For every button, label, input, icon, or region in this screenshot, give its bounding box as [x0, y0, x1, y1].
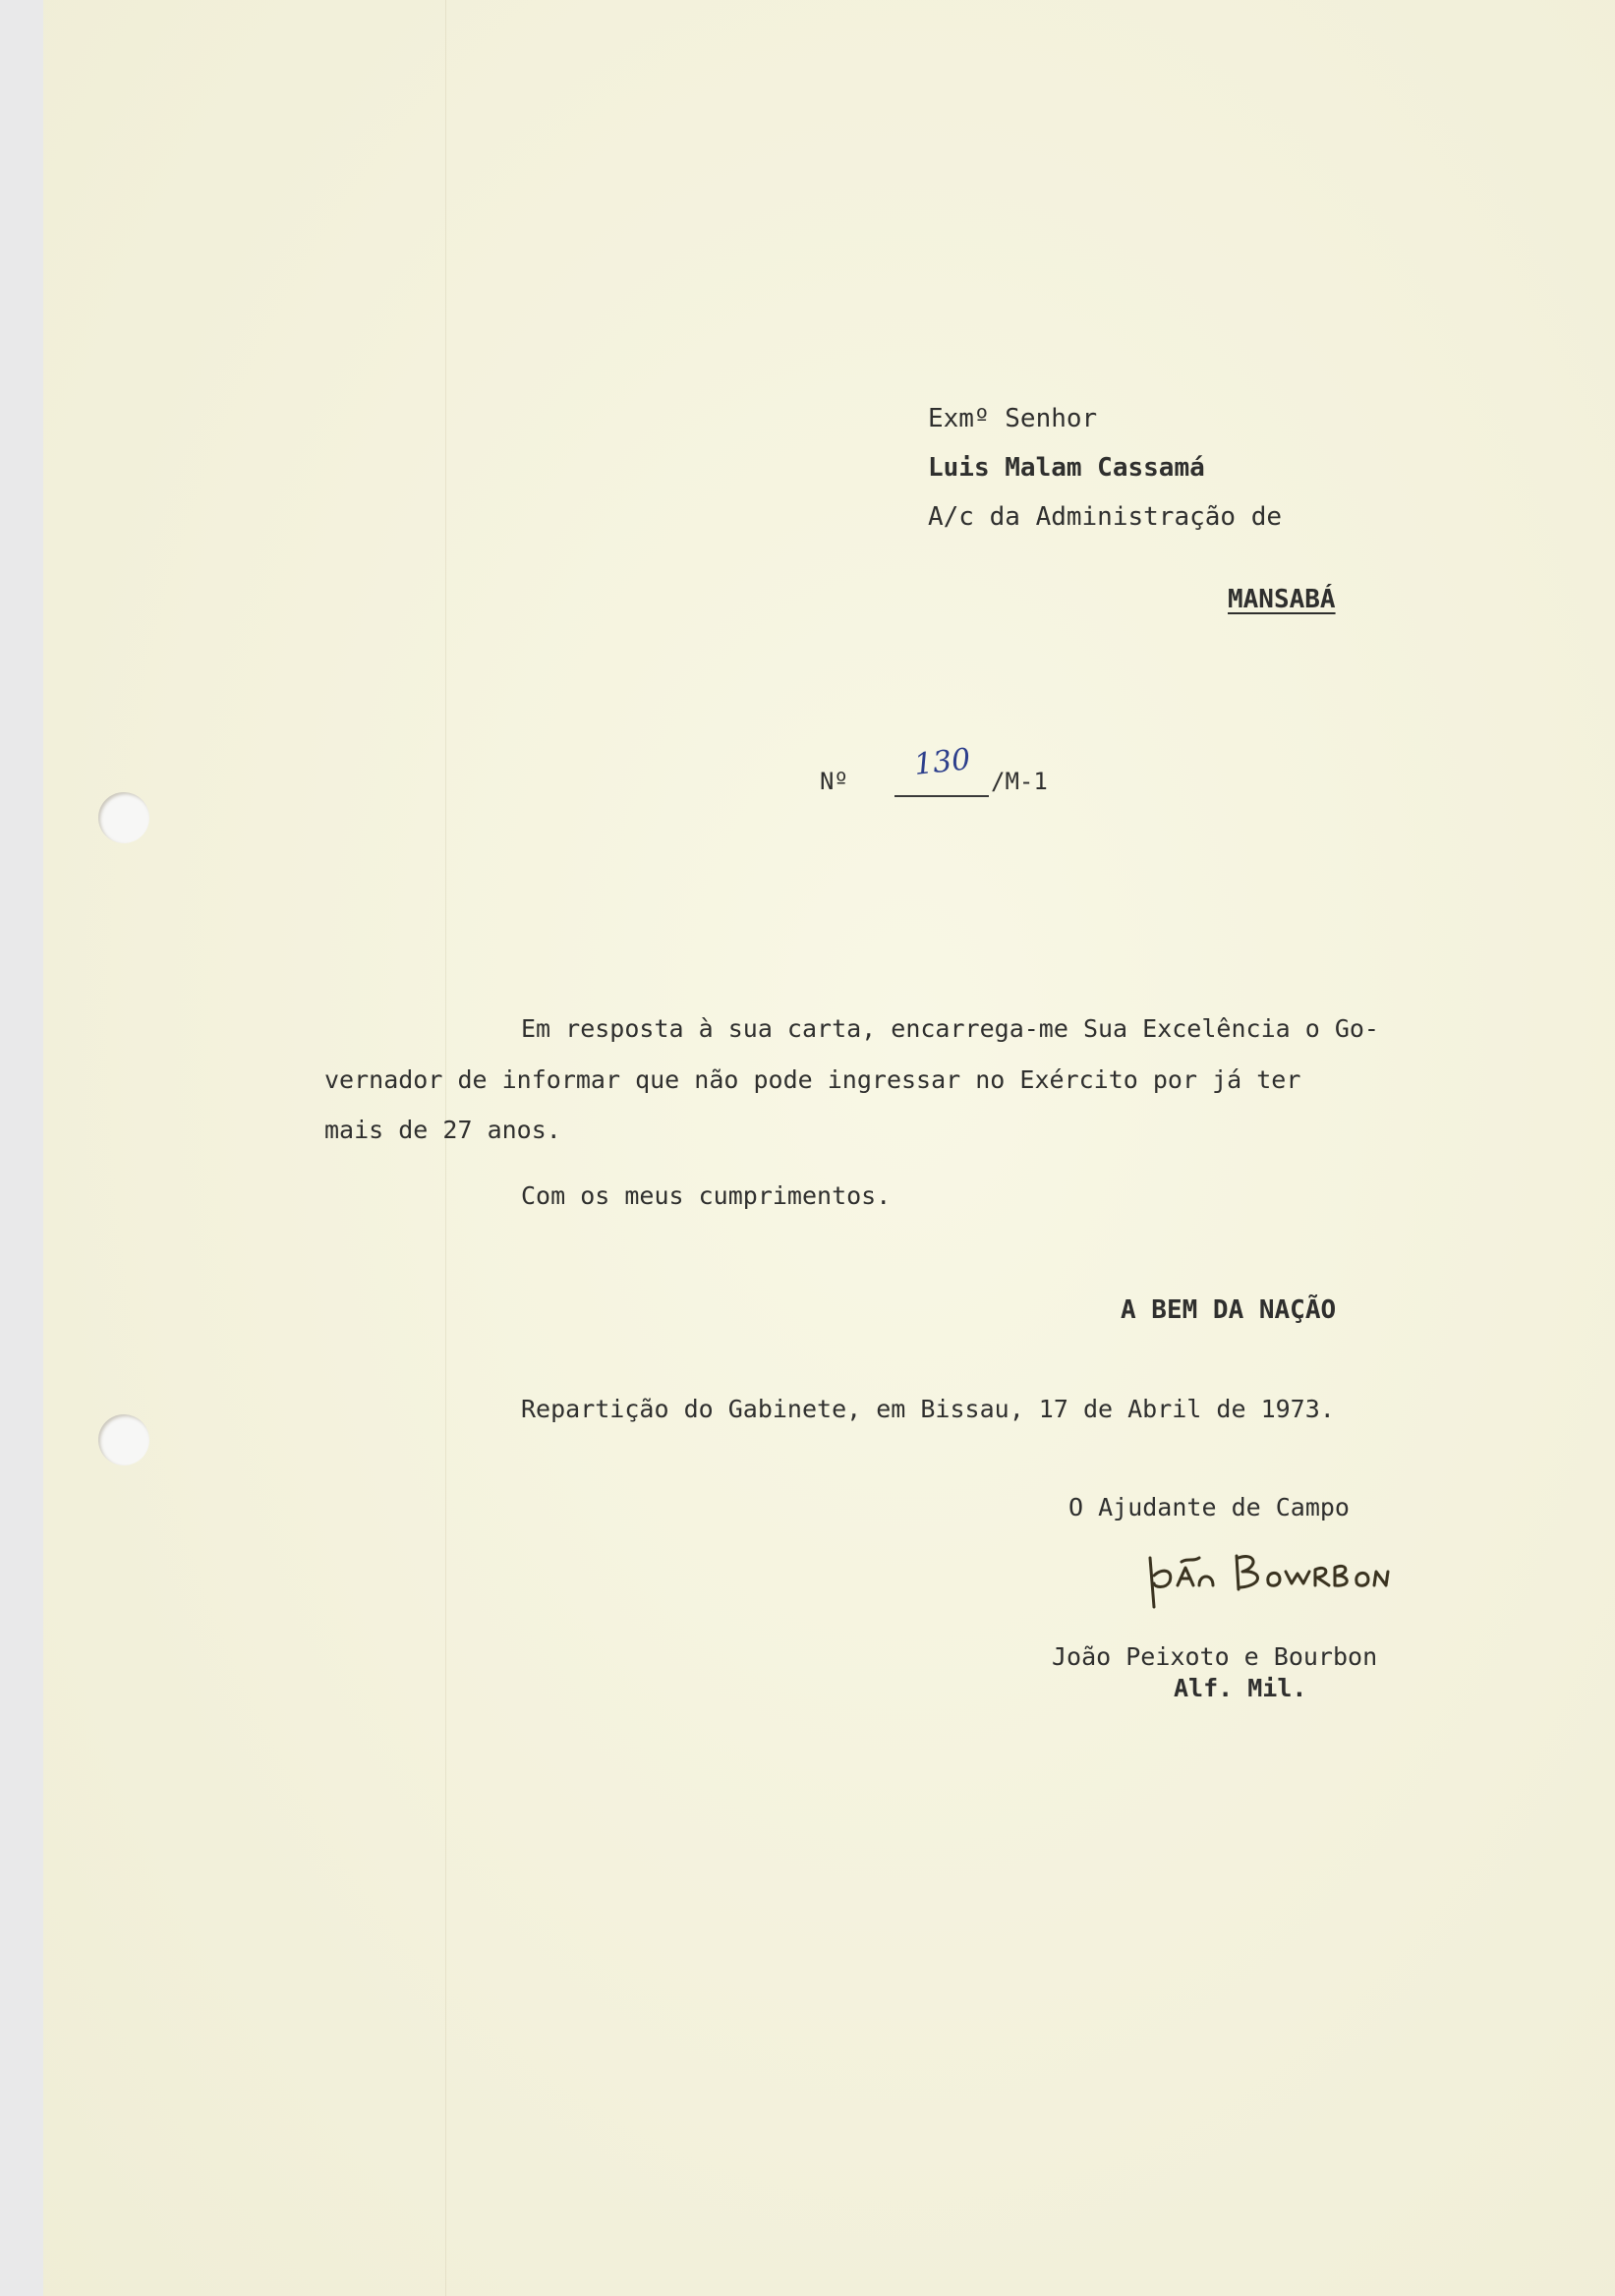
- punch-hole-top: [98, 792, 149, 843]
- signatory-role: O Ajudante de Campo: [1068, 1493, 1350, 1521]
- punch-hole-bottom: [98, 1414, 149, 1465]
- reference-prefix: Nº: [820, 768, 848, 795]
- body-line-1: Em resposta à sua carta, encarrega-me Sua Excelência o Go-: [521, 1014, 1379, 1043]
- reference-handwritten-number: 130: [912, 742, 972, 782]
- motto: A BEM DA NAÇÃO: [1121, 1295, 1337, 1325]
- reference-suffix: /M-1: [991, 768, 1048, 795]
- page-fold-line: [445, 0, 446, 2296]
- place-date: Repartição do Gabinete, em Bissau, 17 de Abril de 1973.: [521, 1395, 1335, 1423]
- reference-number-underline: [894, 795, 989, 797]
- body-closing: Com os meus cumprimentos.: [521, 1181, 892, 1210]
- signatory-name: João Peixoto e Bourbon: [1052, 1642, 1378, 1671]
- body-line-3: mais de 27 anos.: [324, 1116, 561, 1144]
- recipient-name: Luis Malam Cassamá: [928, 453, 1205, 483]
- recipient-location: MANSABÁ: [1228, 585, 1336, 614]
- signatory-rank: Alf. Mil.: [1174, 1674, 1307, 1702]
- handwritten-signature: [1140, 1538, 1396, 1617]
- recipient-care-of: A/c da Administração de: [928, 502, 1283, 532]
- body-line-2: vernador de informar que não pode ingressar no Exército por já ter: [324, 1065, 1301, 1094]
- letter-page: [43, 0, 1615, 2296]
- recipient-salutation: Exmº Senhor: [928, 404, 1098, 433]
